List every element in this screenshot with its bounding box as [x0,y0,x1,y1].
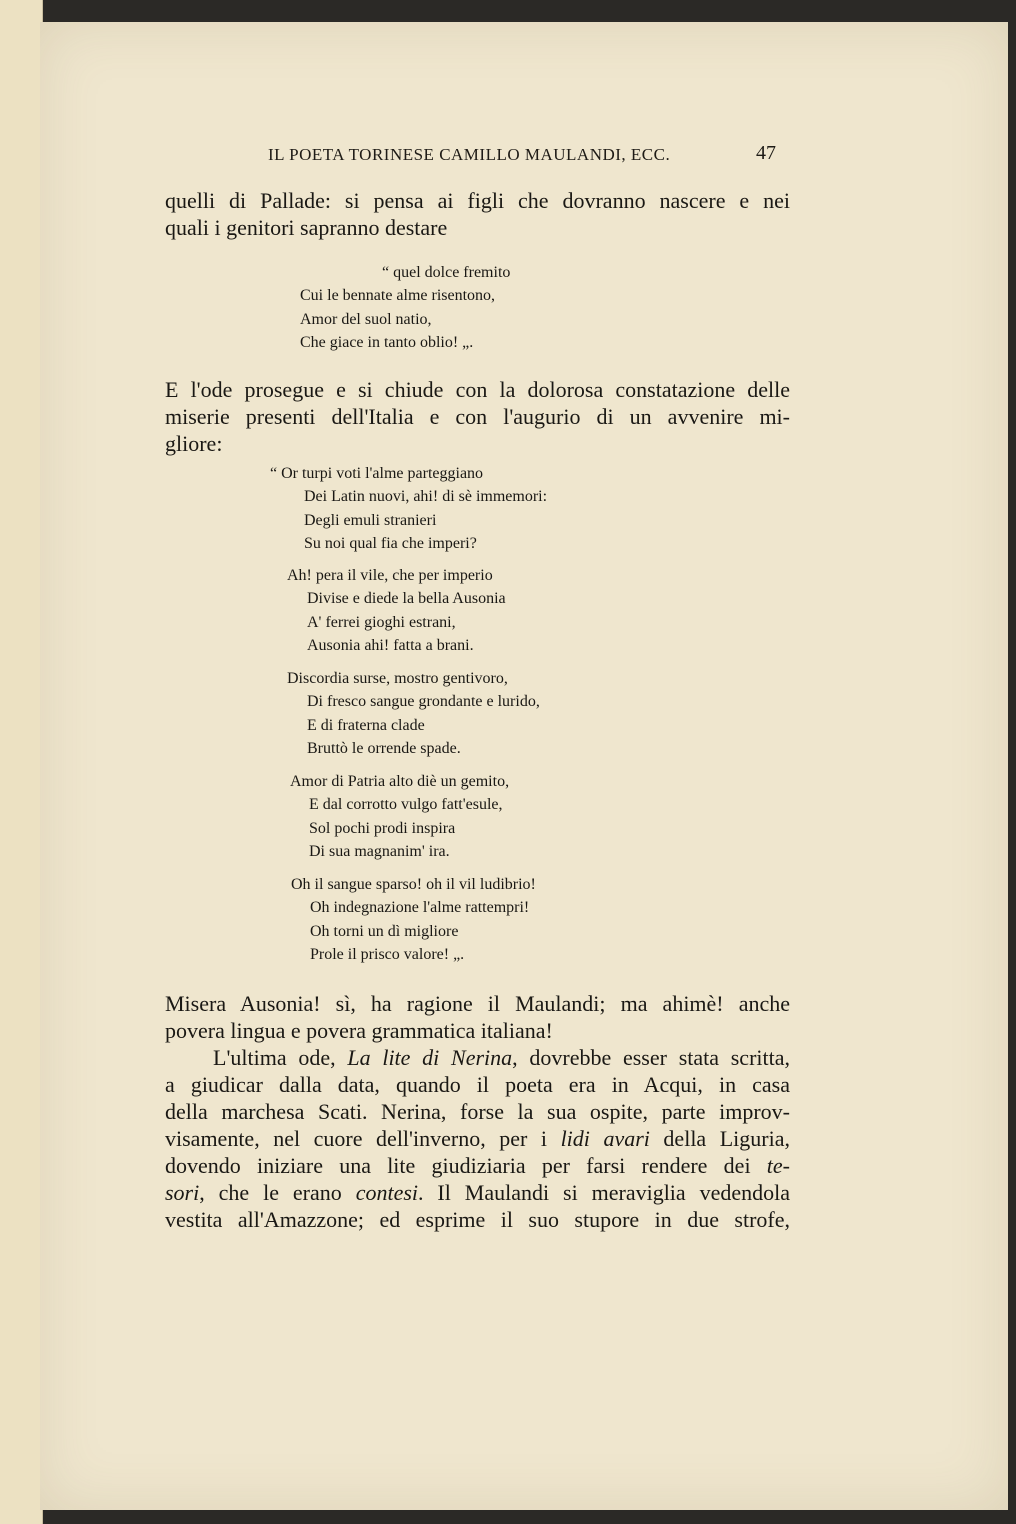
italic-phrase: te- [766,1153,790,1178]
stanza-2 [287,564,506,658]
paragraph-2 [165,376,790,457]
verse-line: “ quel dolce fremito [382,264,511,281]
book-page [40,22,1008,1510]
verse-line: E di fraterna clade [307,716,425,734]
text-segment: , che le erano [199,1180,356,1205]
verse-line: Amor di Patria alto diè un gemito, [290,773,510,790]
verse-line: “ Or turpi voti l'alme parteggiano [270,465,484,482]
italic-phrase: sori [165,1180,200,1205]
text-segment: L'ultima ode, [213,1045,348,1070]
verse-line: Amor del suol natio, [300,310,432,328]
text-segment: della Liguria, [649,1126,790,1151]
stanza-3 [287,667,540,761]
italic-phrase: contesi [355,1180,419,1205]
text-line: a giudicar dalla data, quando il poeta era in Acqui, in casa [165,1072,790,1097]
verse-line: Prole il prisco valore! „. [310,946,465,964]
verse-line: A' ferrei gioghi estrani, [307,613,456,631]
text-line [165,1125,790,1152]
text-line: quali i genitori sapranno destare [165,215,448,240]
text-line: della marchesa Scati. Nerina, forse la sua ospite, parte improv- [165,1099,790,1124]
paragraph-3 [165,990,790,1044]
text-segment: visamente, nel cuore dell'inverno, per i [165,1126,561,1151]
text-segment: . Il Maulandi si meraviglia vedendola [418,1180,791,1205]
text-line: miserie presenti dell'Italia e con l'augurio di un avvenire mi- [165,404,790,429]
verse-line: Divise e diede la bella Ausonia [307,590,506,608]
text-segment: , dovrebbe esser stata scritta, [512,1045,790,1070]
text-line: E l'ode prosegue e si chiude con la dolorosa constatazione delle [165,377,790,402]
verse-line: Ah! pera il vile, che per imperio [287,567,493,584]
text-line: vestita all'Amazzone; ed esprime il suo stupore in due strofe, [165,1207,790,1232]
text-line: povera lingua e povera grammatica italiana! [165,1018,553,1043]
verse-line: Su noi qual fia che imperi? [304,535,477,553]
verse-line: Bruttò le orrende spade. [307,740,461,758]
italic-title: La lite di Nerina [347,1045,513,1070]
stanza-1 [270,462,547,556]
stanza-5 [291,873,536,967]
text-line [165,1044,790,1071]
text-segment: dovendo iniziare una lite giudiziaria per farsi rendere dei [165,1153,767,1178]
quote-1 [300,261,510,355]
verse-line: Di fresco sangue grondante e lurido, [307,693,540,711]
paragraph-4 [165,1044,790,1233]
verse-line: Dei Latin nuovi, ahi! di sè immemori: [304,488,548,506]
stanza-4 [290,770,509,864]
verse-line: Che giace in tanto oblio! „. [300,334,474,352]
verse-line: Oh torni un dì migliore [310,922,459,940]
verse-line: Cui le bennate alme risentono, [300,287,496,305]
text-line: gliore: [165,431,223,456]
verse-line: Oh indegnazione l'alme rattempri! [310,899,530,917]
verse-line: E dal corrotto vulgo fatt'esule, [309,796,503,814]
text-line: Misera Ausonia! sì, ha ragione il Maulandi; ma ahimè! anche [165,991,790,1016]
verse-line: Discordia surse, mostro gentivoro, [287,670,508,687]
text-line [165,1179,790,1206]
verse-line: Oh il sangue sparso! oh il vil ludibrio! [291,876,536,893]
text-line [165,1152,790,1179]
previous-page-edge [0,0,43,1524]
text-line: quelli di Pallade: si pensa ai figli che dovranno nascere e nei [165,188,790,213]
paragraph-1 [165,187,790,241]
verse-line: Di sua magnanim' ira. [309,843,450,861]
verse-line: Degli emuli stranieri [304,511,437,529]
verse-line: Sol pochi prodi inspira [309,819,456,837]
page-number: 47 [756,142,776,164]
running-header: IL POETA TORINESE CAMILLO MAULANDI, ECC. [268,145,671,164]
italic-phrase: lidi avari [560,1126,650,1151]
verse-line: Ausonia ahi! fatta a brani. [307,637,474,655]
